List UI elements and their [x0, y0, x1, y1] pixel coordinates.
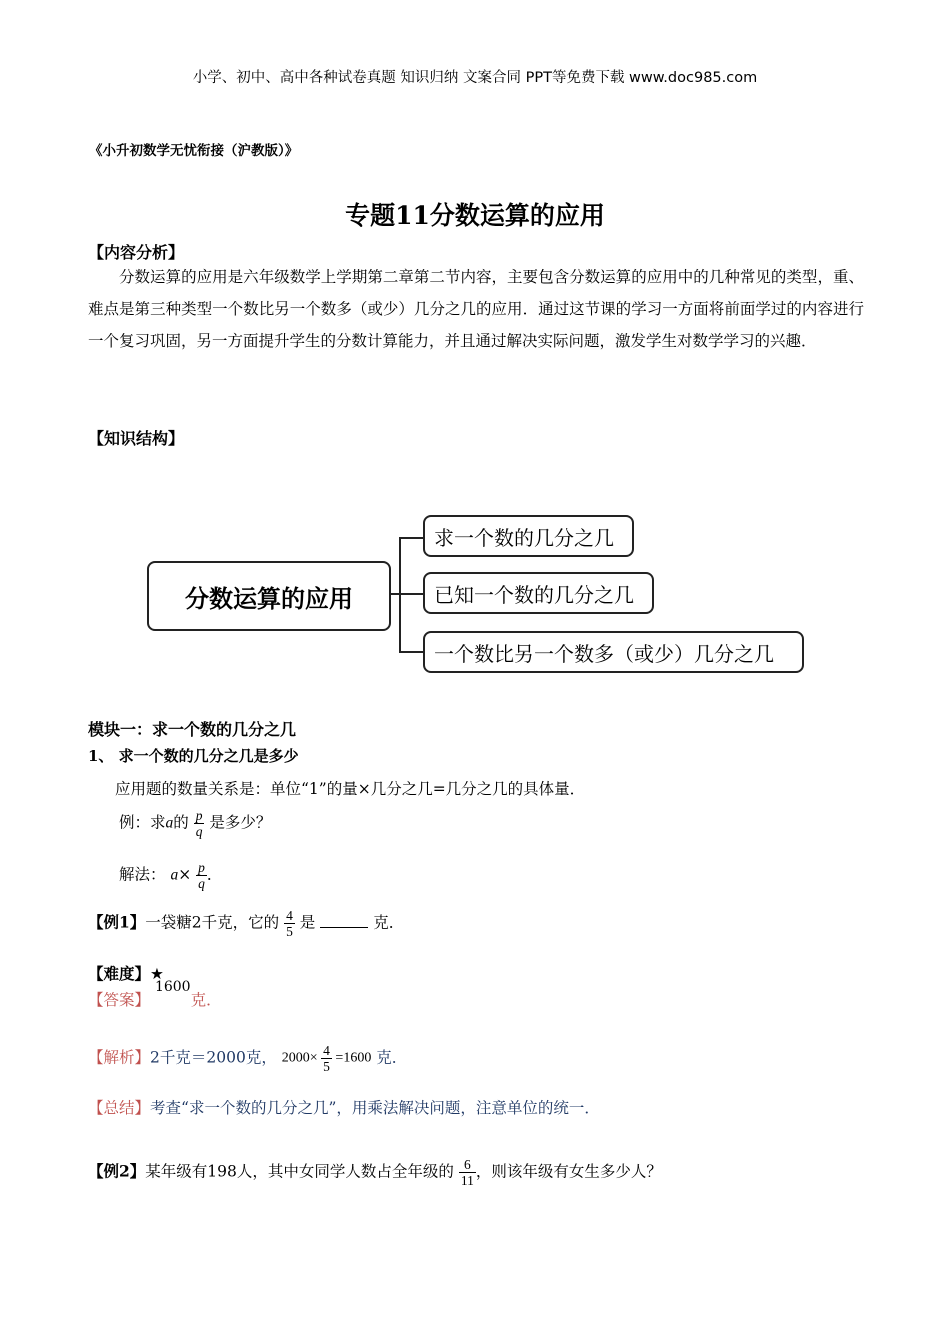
content-analysis-text: 分数运算的应用是六年级数学上学期第二章第二节内容，主要包含分数运算的应用中的几种常见的类型，重、难点是第三种类型一个数比另一个数多（或少）几分之几的应用．通过这节课的学习一方面将前面学过的内容进行一个复习巩固，另一方面提升学生的分数计算能力，并且通过解决实际问题，激发学生对数学学习的兴趣．	[88, 268, 864, 350]
connector-line	[399, 537, 423, 539]
module1-heading: 模块一：求一个数的几分之几	[88, 720, 297, 739]
quantity-relation: 应用题的数量关系是：单位“1”的量×几分之几=几分之几的具体量．	[115, 780, 586, 798]
solution-line: 解法： a× $\frac{p}{q}$ ．	[119, 860, 223, 891]
example1-question: 【例1】一袋糖2千克，它的 $\frac{4}{5}$ 是 克．	[88, 908, 405, 939]
connector-line	[399, 651, 423, 653]
answer-blank[interactable]	[320, 914, 368, 928]
content-analysis-heading: 【内容分析】	[88, 243, 185, 262]
example2-question: 【例2】某年级有198人，其中女同学人数占全年级的 $\frac{6}{11}$ ，则该年级有女生多少人？	[88, 1157, 662, 1188]
example1-summary: 【总结】考查“求一个数的几分之几”，用乘法解决问题，注意单位的统一．	[88, 1099, 600, 1117]
mind-map-branch-2: 已知一个数的几分之几	[423, 572, 654, 614]
mind-map-root: 分数运算的应用	[147, 561, 391, 631]
example-line: 例：求a的 $\frac{p}{q}$ 是多少？	[119, 808, 272, 839]
example1-difficulty: 【难度】★	[88, 964, 164, 983]
connector-line	[399, 593, 423, 595]
star-icon: ★	[150, 965, 164, 983]
module1-subheading: 1、 求一个数的几分之几是多少	[88, 747, 299, 765]
mind-map-branch-3: 一个数比另一个数多（或少）几分之几	[423, 631, 804, 673]
page-title: 专题11分数运算的应用	[345, 201, 605, 230]
example1-answer: 【答案】 1600克．	[88, 979, 222, 1009]
knowledge-structure-heading: 【知识结构】	[88, 429, 185, 448]
page-header: 小学、初中、高中各种试卷真题 知识归纳 文案合同 PPT等免费下载 www.doc985.com	[192, 70, 758, 86]
mind-map-branch-1: 求一个数的几分之几	[423, 515, 634, 557]
example1-analysis: 【解析】2千克＝2000克， 2000× $\frac{4}{5}$ =1600 克．	[88, 1043, 408, 1074]
series-title: 《小升初数学无忧衔接（沪教版）》	[89, 143, 299, 159]
connector-line	[399, 537, 401, 653]
